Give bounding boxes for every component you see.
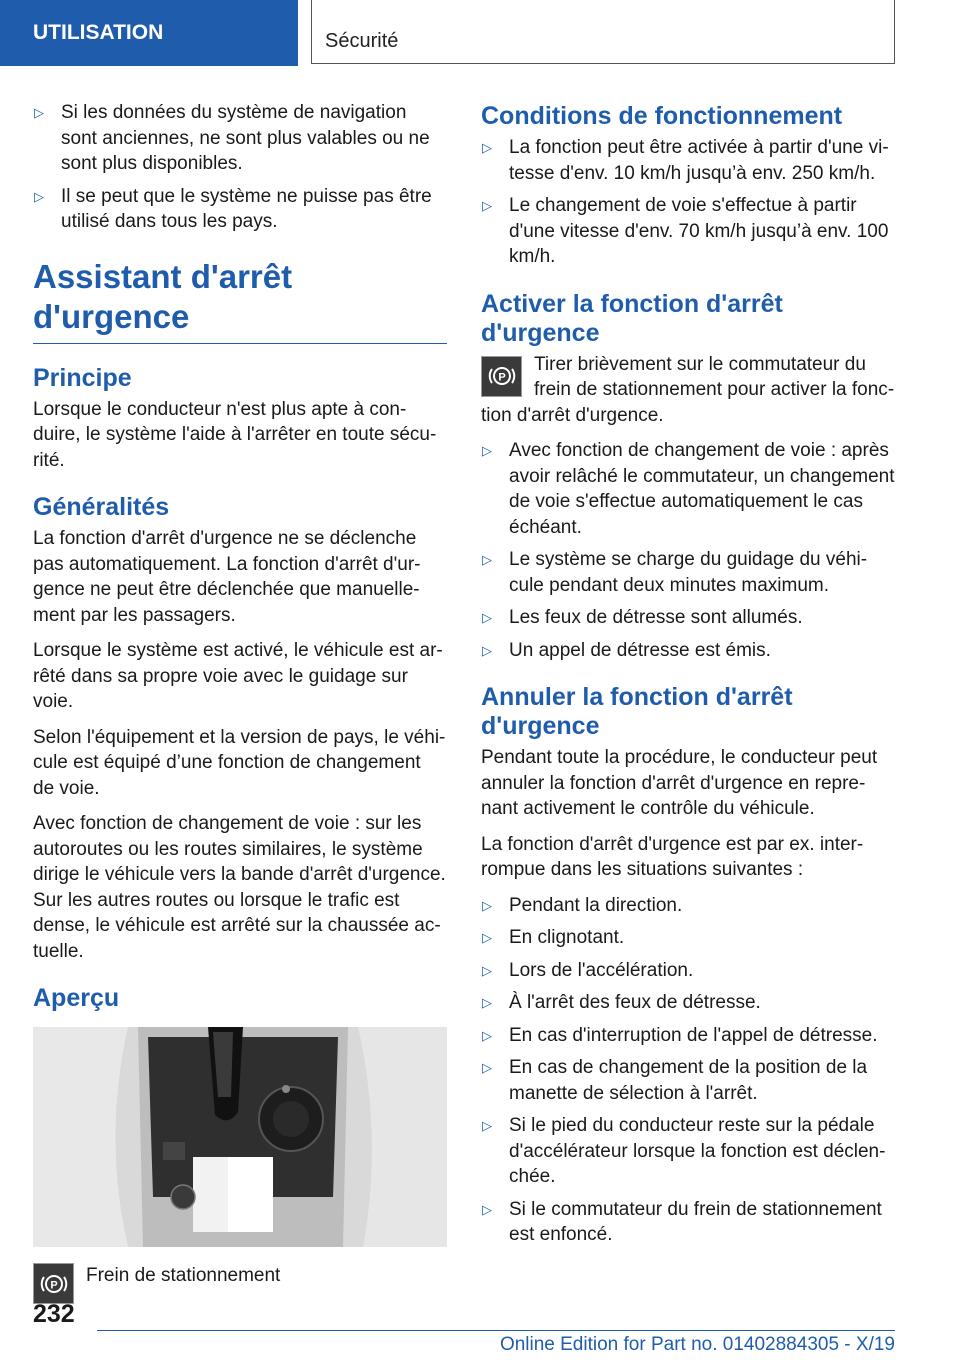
generalites-para: Lorsque le système est activé, le véhicule est arrêté dans sa propre voie avec le guidage sur voie. bbox=[33, 640, 443, 712]
image-caption bbox=[33, 1263, 447, 1304]
list-item: ▷ Si le pied du conducteur reste sur la pédale d'accélérateur lorsque la fonction est déclenchée. bbox=[482, 1115, 886, 1187]
list-item: ▷ Pendant la direction. bbox=[481, 893, 895, 919]
list-item: ▷ Si les données du système de navigation sont anciennes, ne sont plus valables ou ne sont plus disponibles. bbox=[34, 102, 430, 174]
bullet-list-top bbox=[33, 100, 447, 235]
chapter-title: Sécurité bbox=[325, 30, 399, 52]
activer-instruction bbox=[481, 352, 895, 429]
list-item: ▷ En cas de changement de la position de la manette de sélection à l'arrêt. bbox=[482, 1057, 868, 1104]
svg-text:P: P bbox=[49, 1279, 58, 1291]
triangle-right-icon: ▷ bbox=[482, 1118, 492, 1133]
principe-text: Lorsque le conducteur n'est plus apte à conduire, le système l'aide à l'arrêter en toute sécurité. bbox=[33, 398, 437, 471]
generalites-heading: Généralités bbox=[33, 493, 170, 521]
triangle-right-icon: ▷ bbox=[482, 995, 492, 1010]
triangle-right-icon: ▷ bbox=[482, 897, 492, 913]
triangle-right-icon: ▷ bbox=[482, 443, 492, 458]
main-title: Assistant d'arrêt d'urgence bbox=[33, 257, 447, 344]
list-item: ▷ Les feux de détresse sont allumés. bbox=[481, 605, 895, 631]
list-item: ▷ Avec fonction de changement de voie : après avoir relâché le commutateur, un changement de voie s'effectue automatiquement le cas échéant. bbox=[482, 440, 895, 538]
page-number: 232 bbox=[33, 1300, 75, 1328]
list-item: ▷ Un appel de détresse est émis. bbox=[481, 638, 895, 664]
list-item: ▷ Lors de l'accélération. bbox=[481, 958, 895, 984]
parking-brake-icon bbox=[33, 1263, 74, 1304]
list-item: ▷ Le changement de voie s'effectue à partir d'une vitesse d'env. 70 km/h jusqu’à env. 100 km/h. bbox=[482, 195, 889, 267]
triangle-right-icon: ▷ bbox=[482, 610, 492, 625]
center-console-illustration bbox=[33, 1027, 447, 1247]
parking-brake-icon bbox=[481, 356, 522, 397]
triangle-right-icon: ▷ bbox=[482, 642, 492, 658]
triangle-right-icon: ▷ bbox=[482, 1027, 492, 1043]
annuler-heading: Annuler la fonction d'arrêt d'urgence bbox=[481, 683, 793, 740]
list-item: ▷ Le système se charge du guidage du véhicule pendant deux minutes maximum. bbox=[482, 549, 868, 596]
footer-divider bbox=[97, 1330, 895, 1331]
generalites-para: Selon l'équipement et la version de pays, le véhicule est équipé d’une fonction de changement de voie. bbox=[33, 726, 446, 799]
principe-heading: Principe bbox=[33, 363, 132, 392]
triangle-right-icon: ▷ bbox=[482, 198, 492, 213]
activer-text: Tirer brièvement sur le commutateur du frein de stationnement pour activer la fonction d'arrêt d'urgence. bbox=[481, 353, 895, 426]
section-tab bbox=[0, 0, 298, 66]
list-item: ▷ À l'arrêt des feux de détresse. bbox=[481, 990, 895, 1016]
edition-footer: Online Edition for Part no. 01402884305 - X/19 bbox=[499, 1334, 895, 1355]
generalites-para: Avec fonction de changement de voie : sur les autoroutes ou les routes similaires, le système dirige le véhicule vers la bande d'arrêt d'urgence. Sur les autres routes ou lorsque le trafic est dense, le véhicule est arrêté sur la chaussée actuelle. bbox=[33, 813, 446, 962]
annuler-para: La fonction d'arrêt d'urgence est par ex. interrompue dans les situations suivantes : bbox=[481, 833, 864, 880]
generalites-para: La fonction d'arrêt d'urgence ne se déclenche pas automatiquement. La fonction d'arrêt d'urgence ne peut être déclenchée que manuellement par les passagers. bbox=[33, 528, 421, 626]
triangle-right-icon: ▷ bbox=[482, 1201, 492, 1217]
list-item: ▷ Il se peut que le système ne puisse pas être utilisé dans tous les pays. bbox=[34, 185, 432, 232]
right-column bbox=[481, 100, 895, 1256]
annuler-para: Pendant toute la procédure, le conducteur peut annuler la fonction d'arrêt d'urgence en reprenant activement le contrôle du véhicule. bbox=[481, 747, 878, 819]
activer-heading: Activer la fonction d'arrêt d'urgence bbox=[481, 289, 783, 347]
triangle-right-icon: ▷ bbox=[34, 188, 44, 204]
activer-list bbox=[481, 438, 895, 663]
caption-text: Frein de stationnement bbox=[86, 1265, 281, 1286]
triangle-right-icon: ▷ bbox=[482, 1060, 492, 1075]
svg-text:P: P bbox=[497, 371, 506, 384]
triangle-right-icon: ▷ bbox=[482, 140, 492, 155]
apercu-heading: Aperçu bbox=[33, 984, 120, 1012]
list-item: ▷ La fonction peut être activée à partir d'une vitesse d'env. 10 km/h jusqu’à env. 250 km/h. bbox=[482, 137, 889, 184]
triangle-right-icon: ▷ bbox=[34, 105, 44, 120]
conditions-list bbox=[481, 135, 895, 270]
list-item: ▷ Si le commutateur du frein de stationnement est enfoncé. bbox=[482, 1198, 882, 1245]
triangle-right-icon: ▷ bbox=[482, 930, 492, 945]
annuler-list bbox=[481, 893, 895, 1248]
triangle-right-icon: ▷ bbox=[482, 962, 492, 978]
center-console-photo bbox=[33, 1027, 447, 1247]
chapter-box bbox=[311, 0, 895, 64]
list-item: ▷ En clignotant. bbox=[481, 925, 895, 951]
triangle-right-icon: ▷ bbox=[482, 552, 492, 567]
left-column bbox=[33, 100, 447, 1304]
list-item: ▷ En cas d'interruption de l'appel de détresse. bbox=[481, 1023, 895, 1049]
section-title: UTILISATION bbox=[33, 21, 164, 44]
conditions-heading: Conditions de fonctionnement bbox=[481, 102, 843, 130]
